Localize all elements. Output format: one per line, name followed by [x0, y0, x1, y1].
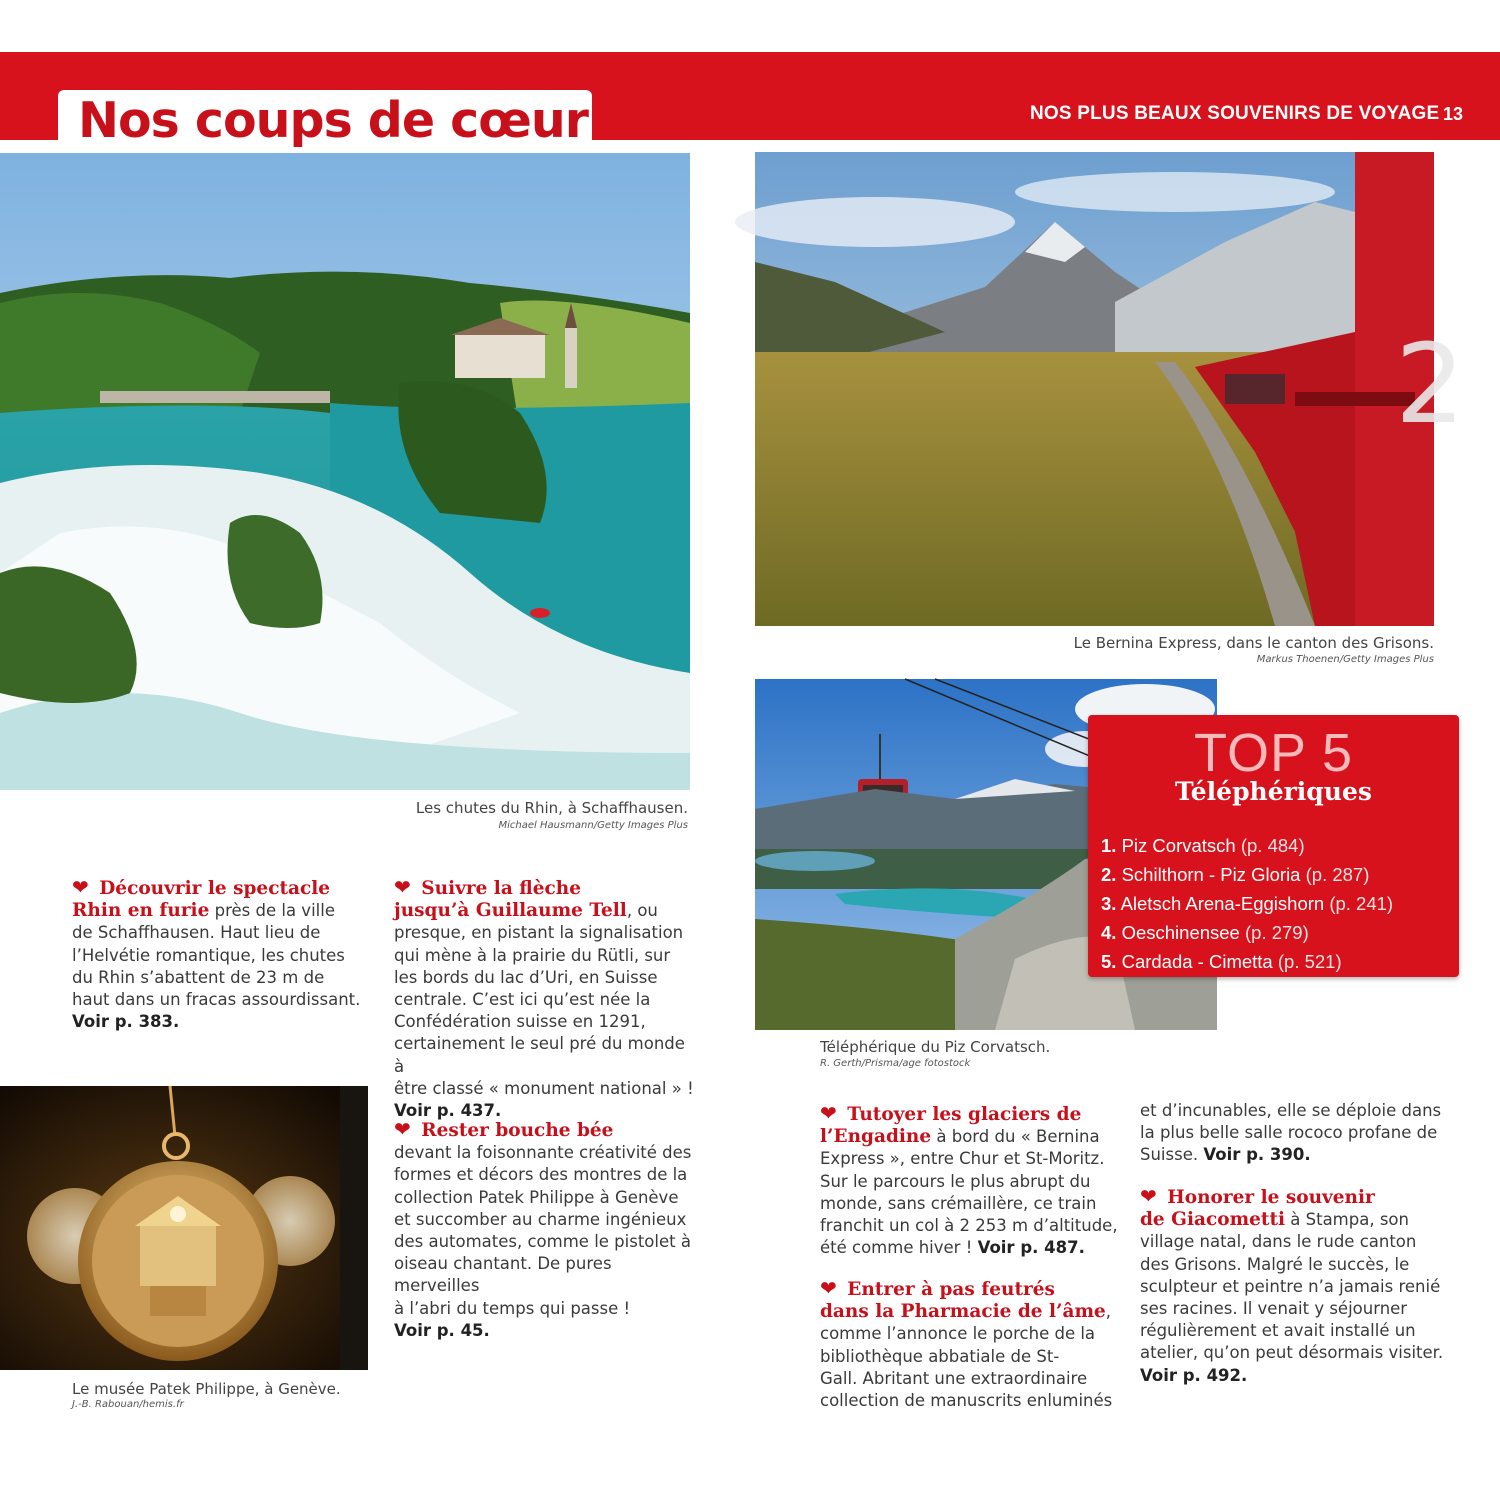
entry-lead: Honorer le souvenir — [1167, 1187, 1375, 1208]
entry-lead: Découvrir le spectacle — [99, 878, 331, 899]
entry-patek — [394, 1118, 694, 1342]
page-reference: Voir p. 45. — [394, 1320, 490, 1340]
top5-item: 1. Piz Corvatsch (p. 484) — [1101, 835, 1305, 856]
top5-item: 5. Cardada - Cimetta (p. 521) — [1101, 951, 1342, 972]
entry-text: près de la ville — [209, 901, 335, 921]
entry-text: Sur le parcours le plus abrupt du — [820, 1171, 1091, 1191]
page-reference: Voir p. 390. — [1203, 1145, 1311, 1165]
entry-text: Suisse. — [1140, 1145, 1204, 1165]
entry-lead: Rhin en furie — [72, 900, 210, 922]
entry-text: Express », entre Chur et St-Moritz. — [820, 1149, 1105, 1169]
entry-text: franchit un col à 2 253 m d’altitude, — [820, 1216, 1118, 1236]
entry-text: ses racines. Il venait y séjourner — [1140, 1299, 1408, 1319]
entry-text: , ou — [626, 901, 658, 921]
running-head: NOS PLUS BEAUX SOUVENIRS DE VOYAGE — [1030, 103, 1440, 124]
entry-text: monde, sans crémaillère, ce train — [820, 1193, 1097, 1213]
heart-icon: ❤ — [820, 1101, 837, 1125]
entry-engadine — [820, 1102, 1120, 1259]
entry-text: sculpteur et peintre n’a jamais renié — [1140, 1276, 1441, 1296]
page-reference: Voir p. 492. — [1140, 1365, 1248, 1385]
entry-text: et d’incunables, elle se déploie dans — [1140, 1101, 1442, 1120]
entry-text: être classé « monument national » ! — [394, 1078, 694, 1098]
entry-text: des automates, comme le pistolet à — [394, 1232, 691, 1252]
page-number: 13 — [1443, 104, 1464, 124]
patek-caption: Le musée Patek Philippe, à Genève. — [72, 1380, 341, 1398]
entry-rhin — [72, 876, 372, 1033]
top5-list — [1101, 831, 1393, 976]
heart-icon: ❤ — [820, 1276, 837, 1300]
entry-lead: Tutoyer les glaciers de — [847, 1104, 1082, 1125]
entry-text: haut dans un fracas assourdissant. — [72, 990, 361, 1010]
page-reference: Voir p. 383. — [72, 1012, 180, 1032]
entry-text: comme l’annonce le porche de la — [820, 1324, 1096, 1344]
entry-lead: jusqu’à Guillaume Tell — [394, 900, 627, 922]
entry-text: Confédération suisse en 1291, — [394, 1012, 646, 1032]
bernina-credit: Markus Thoenen/Getty Images Plus — [1256, 654, 1434, 665]
entry-text: les bords du lac d’Uri, en Suisse — [394, 967, 658, 987]
top5-item: 4. Oeschinensee (p. 279) — [1101, 922, 1309, 943]
entry-lead: Entrer à pas feutrés — [847, 1279, 1055, 1300]
entry-lead: l’Engadine — [820, 1126, 932, 1148]
entry-text: devant la foisonnante créativité des — [394, 1143, 692, 1163]
entry-text: la plus belle salle rococo profane de — [1140, 1123, 1438, 1143]
entry-text: atelier, qu’on peut désormais visiter. — [1140, 1343, 1444, 1363]
page-reference: Voir p. 437. — [394, 1101, 502, 1121]
entry-text: , — [1105, 1302, 1112, 1322]
svg-text:2: 2 — [1395, 320, 1465, 448]
entry-text: et succomber au charme ingénieux — [394, 1209, 687, 1229]
heart-icon: ❤ — [1140, 1184, 1157, 1208]
rhine-credit: Michael Hausmann/Getty Images Plus — [498, 820, 688, 831]
entry-text: bibliothèque abbatiale de St- — [820, 1346, 1060, 1366]
rhine-caption: Les chutes du Rhin, à Schaffhausen. — [415, 799, 688, 817]
entry-text: été comme hiver ! — [820, 1238, 978, 1258]
entry-text: Gall. Abritant une extraordinaire — [820, 1368, 1088, 1388]
heart-icon: ❤ — [394, 1117, 411, 1141]
top5-box — [1088, 715, 1459, 977]
entry-lead: dans la Pharmacie de l’âme — [820, 1301, 1106, 1323]
entry-lead: Suivre la flèche — [421, 878, 581, 899]
entry-lead: de Giacometti — [1140, 1209, 1286, 1231]
entry-text: du Rhin s’abattent de 23 m de — [72, 967, 325, 987]
entry-text: certainement le seul pré du monde à — [394, 1034, 685, 1076]
entry-lead: Rester bouche bée — [421, 1120, 614, 1141]
page-title: Nos coups de cœur — [78, 92, 588, 149]
page-reference: Voir p. 487. — [977, 1238, 1085, 1258]
entry-text: des Grisons. Malgré le succès, le — [1140, 1254, 1410, 1274]
bernina-express-photo — [755, 152, 1465, 626]
corvatsch-caption: Téléphérique du Piz Corvatsch. — [820, 1038, 1051, 1056]
entry-tell — [394, 876, 694, 1122]
entry-text: collection Patek Philippe à Genève — [394, 1187, 679, 1207]
entry-pharmacie — [820, 1277, 1120, 1412]
entry-text: l’Helvétie romantique, les chutes — [72, 945, 345, 965]
entry-text: centrale. C’est ici qu’est née la — [394, 990, 651, 1010]
top5-item: 2. Schilthorn - Piz Gloria (p. 287) — [1101, 864, 1370, 885]
entry-text: régulièrement et avait installé un — [1140, 1321, 1416, 1341]
entry-text: à Stampa, son — [1285, 1210, 1409, 1230]
top5-item: 3. Aletsch Arena-Eggishorn (p. 241) — [1101, 893, 1394, 914]
heart-icon: ❤ — [394, 875, 411, 899]
rhine-falls-photo — [0, 153, 690, 790]
bernina-caption: Le Bernina Express, dans le canton des Grisons. — [1073, 634, 1434, 652]
top5-subtitle: Téléphériques — [1175, 777, 1372, 806]
entry-text: qui mène à la prairie du Rütli, sur — [394, 945, 671, 965]
entry-giacometti — [1140, 1185, 1460, 1387]
entry-text: presque, en pistant la signalisation — [394, 923, 684, 943]
corvatsch-credit: R. Gerth/Prisma/age fotostock — [820, 1058, 971, 1069]
top5-title: TOP 5 — [1193, 723, 1354, 783]
entry-text: de Schaffhausen. Haut lieu de — [72, 923, 321, 943]
entry-text: à l’abri du temps qui passe ! — [394, 1298, 631, 1318]
entry-text: village natal, dans le rude canton — [1140, 1232, 1417, 1252]
patek-credit: J.-B. Rabouan/hemis.fr — [72, 1399, 184, 1410]
entry-pharmacie-continued — [1140, 1100, 1460, 1167]
heart-icon: ❤ — [72, 875, 89, 899]
entry-text: à bord du « Bernina — [931, 1127, 1100, 1147]
entry-text: collection de manuscrits enluminés — [820, 1391, 1113, 1411]
entry-text: formes et décors des montres de la — [394, 1165, 688, 1185]
entry-text: oiseau chantant. De pures merveilles — [394, 1254, 612, 1296]
patek-museum-photo — [0, 1086, 368, 1370]
